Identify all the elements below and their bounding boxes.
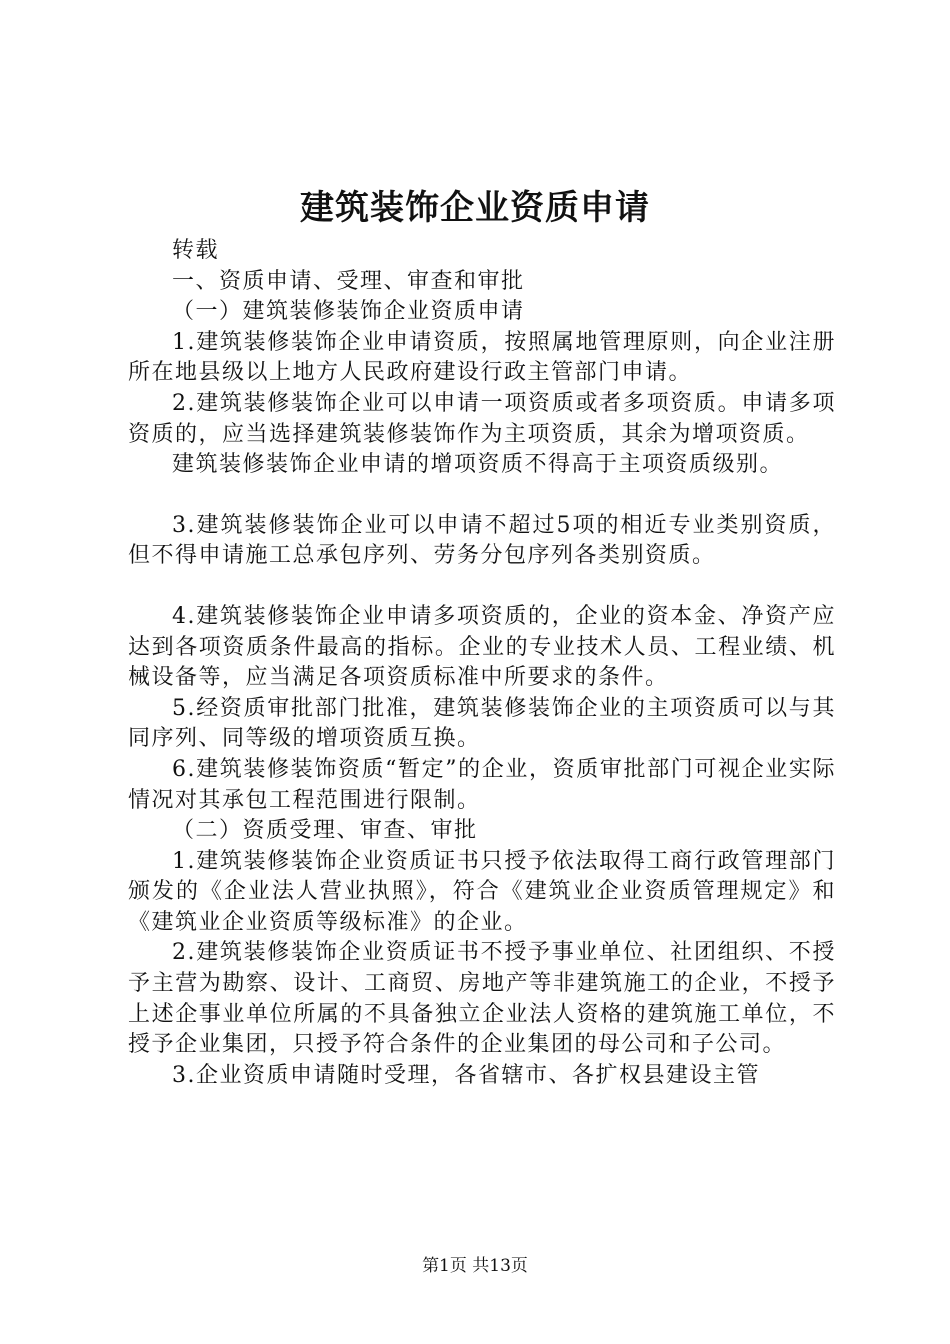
- paragraph: 转载: [172, 238, 220, 263]
- document-title: 建筑装饰企业资质申请: [300, 188, 650, 228]
- paragraph: 1.建筑装修装饰企业申请资质，按照属地管理原则，向企业注册所在地县级以上地方人民政府建设行政主管部门申请。: [128, 329, 836, 386]
- page-footer: 第1页 共13页: [422, 1256, 528, 1276]
- paragraph: 2.建筑装修装饰企业资质证书不授予事业单位、社团组织、不授予主营为勘察、设计、工商贸、房地产等非建筑施工的企业，不授予上述企事业单位所属的不具备独立企业法人资格的建筑施工单位，不授予企业集团，只授予符合条件的企业集团的母公司和子公司。: [128, 940, 836, 1058]
- paragraph: 3.建筑装修装饰企业可以申请不超过5项的相近专业类别资质，但不得申请施工总承包序列、劳务分包序列各类别资质。: [128, 512, 836, 569]
- paragraph: 4.建筑装修装饰企业申请多项资质的，企业的资本金、净资产应达到各项资质条件最高的指标。企业的专业技术人员、工程业绩、机械设备等，应当满足各项资质标准中所要求的条件。: [128, 603, 836, 691]
- paragraph: 6.建筑装修装饰资质“暂定”的企业，资质审批部门可视企业实际情况对其承包工程范围进行限制。: [128, 756, 836, 813]
- document-body: [128, 236, 836, 1091]
- subsection-heading: （一）建筑装修装饰企业资质申请: [172, 299, 525, 325]
- subsection-heading: （二）资质受理、审查、审批: [172, 818, 478, 844]
- paragraph: 1.建筑装修装饰企业资质证书只授予依法取得工商行政管理部门颁发的《企业法人营业执照》，符合《建筑业企业资质管理规定》和《建筑业企业资质等级标准》的企业。: [128, 848, 836, 935]
- section-heading: 一、资质申请、受理、审查和审批: [172, 268, 525, 294]
- blank-line: [128, 481, 836, 511]
- paragraph: 建筑装修装饰企业申请的增项资质不得高于主项资质级别。: [172, 452, 784, 478]
- paragraph: 2.建筑装修装饰企业可以申请一项资质或者多项资质。申请多项资质的，应当选择建筑装修装饰作为主项资质，其余为增项资质。: [128, 390, 836, 447]
- blank-line: [128, 572, 836, 602]
- paragraph: 3.企业资质申请随时受理，各省辖市、各扩权县建设主管: [172, 1062, 760, 1088]
- paragraph: 5.经资质审批部门批准，建筑装修装饰企业的主项资质可以与其同序列、同等级的增项资质互换。: [128, 695, 836, 752]
